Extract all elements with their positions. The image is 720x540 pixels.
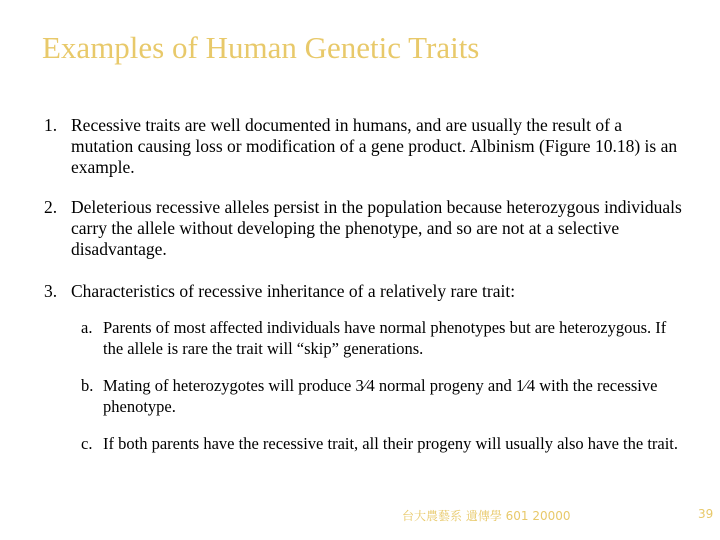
list-item: [44, 115, 684, 178]
sub-list-item-letter: c.: [81, 434, 93, 453]
list-item-number: 3.: [44, 281, 58, 301]
list-item: [44, 281, 684, 302]
sub-list-item-text: If both parents have the recessive trait, all their progeny will usually also have the trait.: [103, 434, 679, 453]
sub-list-item: [81, 433, 681, 454]
sub-list-item-text: Mating of heterozygotes will produce 3⁄4 normal progeny and 1⁄4 with the recessive phenotype.: [103, 376, 658, 416]
list-item-number: 2.: [44, 197, 58, 217]
sub-list-item-text: Parents of most affected individuals have normal phenotypes but are heterozygous. If the allele is rare the trait will “skip” generations.: [103, 318, 667, 358]
sub-list-item-letter: a.: [81, 318, 93, 337]
list-item-text: Characteristics of recessive inheritance of a relatively rare trait:: [71, 281, 516, 301]
list-item-text: Recessive traits are well documented in humans, and are usually the result of a mutation causing loss or modification of a gene product. Albinism (Figure 10.18) is an example.: [71, 115, 678, 177]
list-item: [44, 197, 684, 260]
slide-title: Examples of Human Genetic Traits: [42, 30, 480, 65]
page-number: 39: [698, 507, 714, 521]
sub-list-item: [81, 317, 681, 359]
list-item-number: 1.: [44, 115, 58, 135]
footer-course-label: 台大農藝系 遺傳學 601 20000: [402, 509, 571, 523]
list-item-text: Deleterious recessive alleles persist in the population because heterozygous individuals carry the allele without developing the phenotype, and so are not at a selective disadvantage.: [71, 197, 682, 259]
sub-list-item: [81, 375, 681, 417]
sub-list-item-letter: b.: [81, 376, 94, 395]
